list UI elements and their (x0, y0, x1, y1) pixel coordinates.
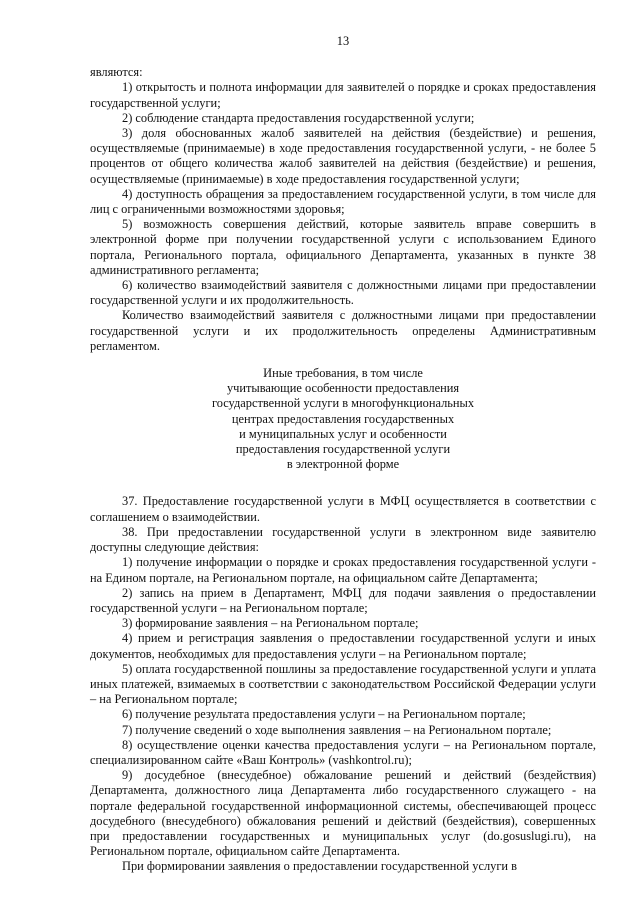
paragraph: При формировании заявления о предоставлении государственной услуги в (122, 859, 517, 874)
paragraph: 6) количество взаимодействий заявителя с должностными лицами при предоставлении государственной услуги и их продолжительность. (90, 278, 596, 308)
paragraph: 7) получение сведений о ходе выполнения заявления – на Региональном портале; (122, 722, 552, 737)
paragraph: 2) запись на прием в Департамент, МФЦ для подачи заявления о предоставлении государственной услуги – на Региональном портале; (90, 585, 596, 615)
heading-line: учитывающие особенности предоставления (226, 381, 460, 396)
quality-indicators-section (90, 65, 596, 354)
section-heading (90, 366, 596, 472)
page-number: 13 (336, 34, 350, 48)
paragraph: 5) возможность совершения действий, которые заявитель вправе совершить в электронной форме при получении государственной услуги с использованием Единого портала, Регионального портала, официального Департамента, указанных в пункте 38 административного регламента; (90, 217, 596, 277)
paragraph: являются: (90, 65, 143, 80)
paragraph: 2) соблюдение стандарта предоставления государственной услуги; (122, 110, 475, 125)
heading-line: Иные требования, в том числе (263, 366, 423, 381)
paragraph: 4) прием и регистрация заявления о предоставлении государственной услуги и иных документов, необходимых для предоставления услуги – на Региональном портале; (90, 631, 596, 661)
heading-line: в электронной форме (286, 457, 400, 472)
paragraph: 38. При предоставлении государственной услуги в электронном виде заявителю доступны следующие действия: (90, 524, 596, 555)
paragraph: 1) открытость и полнота информации для заявителей о порядке и сроках предоставления государственной услуги; (90, 80, 596, 110)
paragraph: 3) формирование заявления – на Региональном портале; (122, 616, 419, 631)
electronic-services-section (90, 494, 596, 874)
paragraph: 6) получение результата предоставления услуги – на Региональном портале; (122, 707, 526, 722)
paragraph: 9) досудебное (внесудебное) обжалование решений и действий (бездействия) Департамента, должностного лица Департамента либо государственного служащего - на портале федеральной государственной информационной системы, обеспечивающей процесс досудебного (внесудебного) обжалования решений и действий (бездействия), совершенных при предоставлении государственных и муниципальных услуг (do.gosuslugi.ru), на Региональном портале, официальном сайте Департамента. (90, 768, 596, 859)
heading-line: государственной услуги в многофункциональных (211, 396, 475, 411)
paragraph: 8) осуществление оценки качества предоставления услуги – на Региональном портале, специализированном сайте «Ваш Контроль» (vashkontrol.ru); (90, 737, 596, 767)
heading-line: и муниципальных услуг и особенности (239, 426, 447, 441)
paragraph: 3) доля обоснованных жалоб заявителей на действия (бездействие) и решения, осуществляемые (принимаемые) в ходе предоставления государственной услуги, - не более 5 процентов от общего количества жалоб заявителей на действия (бездействие) и решения, осуществляемые (принимаемые) в ходе предоставления государственной услуги; (90, 126, 596, 186)
paragraph: Количество взаимодействий заявителя с должностными лицами при предоставлении государственной услуги и их продолжительность определены Административным регламентом. (90, 308, 596, 353)
paragraph: 37. Предоставление государственной услуги в МФЦ осуществляется в соответствии с соглашением о взаимодействии. (90, 494, 596, 524)
heading-line: предоставления государственной услуги (235, 442, 451, 457)
paragraph: 1) получение информации о порядке и сроках предоставления государственной услуги - на Едином портале, на Региональном портале, на официальном сайте Департамента; (90, 555, 596, 585)
heading-line: центрах предоставления государственных (231, 411, 455, 426)
paragraph: 4) доступность обращения за предоставлением государственной услуги, в том числе для лиц с ограниченными возможностями здоровья; (90, 186, 596, 217)
paragraph: 5) оплата государственной пошлины за предоставление государственной услуги и уплата иных платежей, взимаемых в соответствии с законодательством Российской Федерации услуги – на Региональном портале; (90, 661, 596, 707)
